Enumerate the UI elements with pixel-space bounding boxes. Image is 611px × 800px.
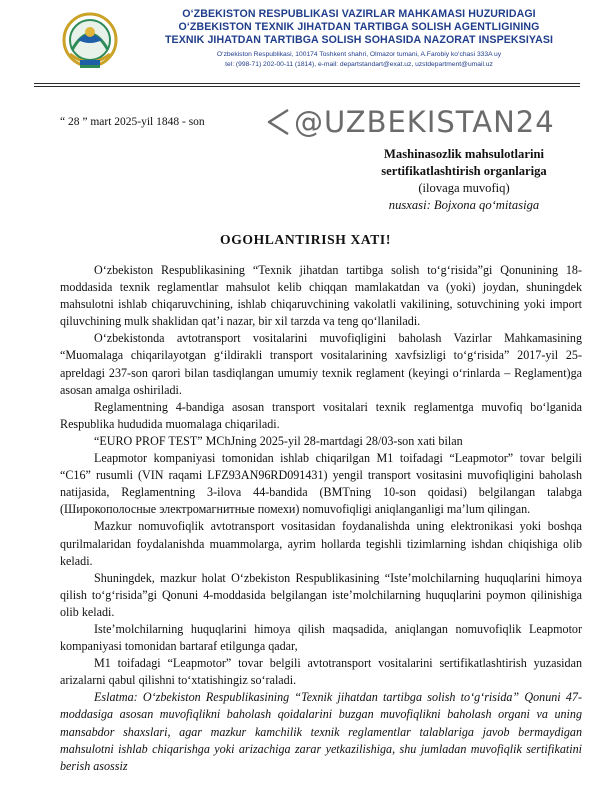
letter-body	[60, 262, 582, 775]
header-divider	[34, 83, 580, 84]
letter-date-number: “ 28 ” mart 2025-yil 1848 - son	[60, 116, 205, 128]
send-arrow-icon	[266, 108, 290, 136]
paragraph: Reglamentning 4-bandiga asosan transport vositalari texnik reglamentga muvofiq bo‘lganida Respublika hududida muomalaga chiqariladi.	[60, 399, 582, 431]
note-text: O‘zbekiston Respublikasining “Texnik jihatdan tartibga solish to‘g‘risida” Qonuni 47-moddasiga asosan muvofiqlikni baholash qoidalarini buzgan muvofiqlikni baholash organi va uning mansabdor shaxslari, agar mazkur kamchilik texnik reglamentlar talablariga javob bermaydigan mahsulotni ishlab chiqarishga yoki arizachiga zarar yetkazilishiga, shu jumladan muvofiqlik sertifikatini berish asossiz	[60, 690, 582, 773]
paragraph: M1 toifadagi “Leapmotor” tovar belgili avtotransport vositalarini sertifikatlashtirish yuzasidan arizalarni qabul qilishni to‘xtatishingiz so‘raladi.	[60, 656, 582, 688]
note-label: Eslatma:	[94, 690, 138, 705]
paragraph: Iste’molchilarning huquqlarini himoya qilish maqsadida, aniqlangan nomuvofiqlik Leapmotor kompaniyasi tomonidan bartaraf etilgunga qadar,	[60, 621, 582, 654]
org-line: O‘ZBEKISTON TEXNIK JIHATDAN TARTIBGA SOLISH AGENTLIGINING	[178, 21, 540, 33]
watermark-text: @UZBEKISTAN24	[294, 105, 555, 139]
watermark	[266, 100, 555, 144]
letter-title: OGOHLANTIRISH XATI!	[220, 232, 391, 247]
paragraph: Shuningdek, mazkur holat O‘zbekiston Respublikasining “Iste’molchilarning huquqlarini himoya qilish to‘g‘risida”gi Qonuni 4-moddasida belgilangan iste’molchilarning huquqlarini poymon qilinishiga olib keladi.	[60, 570, 582, 619]
paragraph: Leapmotor kompaniyasi tomonidan ishlab chiqarilgan M1 toifadagi “Leapmotor” tovar belgili “C16” rusumli (VIN raqami LFZ93AN96RD091431) yengil transport vositasini muvofiqligini baholash natijasida, Reglamentning 3-ilova 44-bandida (BMTning 10-son qoidasi) belgilangan talabga (Широкополосные электромагнитные помехи) nomuvofiqligi aniqlanganligi ma’lum qilingan.	[60, 451, 582, 517]
recipient-note: (ilovaga muvofiq)	[418, 181, 510, 195]
recipient-line: Mashinasozlik mahsulotlarini	[384, 147, 544, 161]
note-paragraph	[60, 689, 582, 774]
recipient-line: sertifikatlashtirish organlariga	[381, 164, 547, 178]
letterhead	[0, 0, 611, 104]
address-line: O‘zbekiston Respublikasi, 100174 Toshkent shahri, Olmazor tumani, A.Farobiy ko‘chasi 333A uy	[216, 51, 502, 58]
organization-address	[124, 50, 594, 70]
paragraph: “EURO PROF TEST” MChJning 2025-yil 28-martdagi 28/03-son xati bilan	[94, 433, 463, 448]
recipient-block	[330, 146, 598, 214]
header-divider-thin	[34, 86, 580, 87]
org-line: O‘ZBEKISTON RESPUBLIKASI VAZIRLAR MAHKAMASI HUZURIDAGI	[182, 8, 536, 20]
organization-name	[124, 8, 594, 47]
uzbekistan-emblem-icon	[62, 10, 118, 74]
contact-line: tel: (998-71) 202-00-11 (1814), e-mail: departstandart@exat.uz, uzstdepartment@umail.uz	[225, 61, 493, 68]
paragraph: O‘zbekiston Respublikasining “Texnik jihatdan tartibga solish to‘g‘risida”gi Qonunining 18-moddasida texnik reglamentlar mahsulot kelib chiqqan mamlakatdan va (yoki) joydan, shuningdek mahsulotni ishlab chiqaruvchining, ishlab chiqaruvchining vakolatli vakilining, sotuvchining yoki import qiluvchining mulk shaklidan qat’i nazar, bir xil tarzda va teng qo‘llaniladi.	[60, 263, 582, 329]
org-line: TEXNIK JIHATDAN TARTIBGA SOLISH SOHASIDA NAZORAT INSPEKSIYASI	[164, 34, 554, 46]
copy-to-line: nusxasi: Bojxona qo‘mitasiga	[388, 198, 540, 212]
paragraph: O‘zbekistonda avtotransport vositalarini muvofiqligini baholash Vazirlar Mahkamasining “Muomalaga chiqarilayotgan g‘ildirakli transport vositalarining xavfsizligi to‘g‘risida” 2017-yil 25-apreldagi 237-son qarori bilan tasdiqlangan umumiy texnik reglament (keyingi o‘rinlarda – Reglament)ga asosan amalga oshiriladi.	[60, 331, 582, 397]
paragraph: Mazkur nomuvofiqlik avtotransport vositasidan foydanalishda uning elektronikasi yoki boshqa qurilmalaridan foydalanishda muammolarga, ayrim hollarda tegishli tizimlarning ishdan chiqishiga olib keladi.	[60, 519, 582, 568]
